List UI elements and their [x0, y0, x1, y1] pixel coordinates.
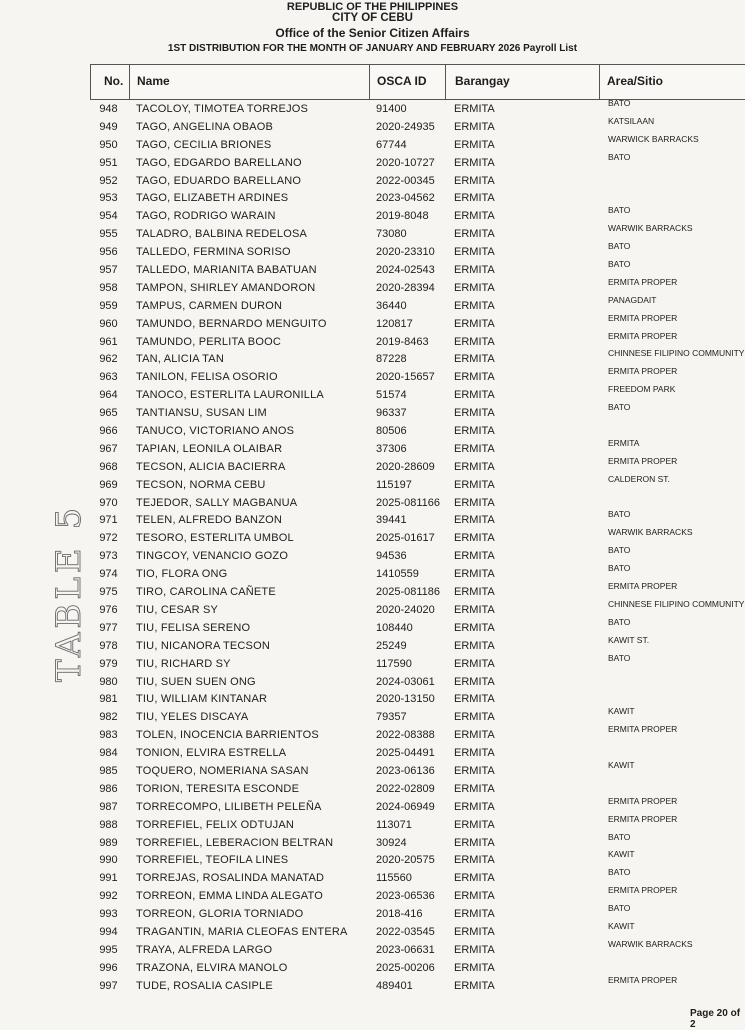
row-name: TAGO, EDUARDO BARELLANO: [136, 174, 302, 187]
row-number: 978: [99, 639, 118, 652]
row-barangay: ERMITA: [454, 192, 495, 205]
row-barangay: ERMITA: [454, 174, 495, 187]
republic-heading: REPUBLIC OF THE PHILIPPINES: [286, 1, 459, 13]
row-barangay: ERMITA: [454, 138, 495, 151]
row-number: 989: [99, 836, 118, 849]
row-name: TORREFIEL, TEOFILA LINES: [136, 854, 289, 867]
row-area: BATO: [608, 903, 631, 914]
row-osca-id: 115197: [376, 478, 412, 491]
row-name: TORREFIEL, FELIX ODTUJAN: [136, 818, 295, 831]
row-osca-id: 67744: [376, 138, 407, 151]
table-row: [90, 386, 745, 404]
table-row: [90, 652, 745, 673]
row-number: 994: [99, 925, 118, 938]
table-row: [90, 690, 745, 708]
row-area: WARWIK BARRACKS: [608, 938, 693, 949]
row-name: TIRO, CAROLINA CAÑETE: [136, 586, 276, 599]
row-osca-id: 2018-416: [376, 908, 423, 921]
row-osca-id: 80506: [376, 425, 407, 438]
row-name: TIU, SUEN SUEN ONG: [136, 675, 256, 688]
row-number: 985: [99, 764, 118, 777]
row-name: TRAGANTIN, MARIA CLEOFAS ENTERA: [136, 925, 348, 938]
row-name: TAGO, RODRIGO WARAIN: [136, 210, 276, 223]
row-area: BATO: [608, 205, 631, 216]
row-number: 955: [99, 228, 118, 241]
row-area: ERMITA: [608, 437, 640, 448]
row-osca-id: 2025-081186: [376, 586, 441, 599]
row-area: BATO: [608, 259, 631, 270]
row-number: 991: [99, 872, 118, 885]
row-number: 951: [99, 156, 118, 169]
table-header: [90, 64, 745, 100]
row-name: TAN, ALICIA TAN: [136, 353, 224, 366]
row-osca-id: 2023-04562: [376, 192, 435, 205]
row-osca-id: 2022-02809: [376, 782, 435, 795]
row-name: TIU, FELISA SERENO: [136, 621, 251, 634]
row-number: 995: [99, 943, 118, 956]
row-osca-id: 36440: [376, 299, 407, 312]
row-area: ERMITA PROPER: [608, 885, 678, 896]
table-row: [90, 225, 745, 243]
row-name: TEJEDOR, SALLY MAGBANUA: [136, 496, 298, 509]
row-number: 958: [99, 281, 118, 294]
row-osca-id: 2020-20575: [376, 854, 435, 867]
row-number: 970: [99, 496, 118, 509]
row-number: 956: [99, 246, 118, 259]
row-name: TORREJAS, ROSALINDA MANATAD: [136, 872, 325, 885]
row-osca-id: 2020-15657: [376, 371, 435, 384]
row-area: BATO: [608, 151, 631, 162]
col-no-header: No.: [104, 74, 124, 88]
row-number: 961: [99, 335, 118, 348]
row-barangay: ERMITA: [454, 657, 495, 670]
page-number: Page 20 of 2: [690, 1008, 741, 1030]
row-area: BATO: [608, 831, 631, 842]
row-barangay: ERMITA: [454, 460, 495, 473]
col-barangay-header: Barangay: [455, 74, 510, 88]
row-number: 981: [99, 693, 118, 706]
row-area: PANAGDAIT: [608, 294, 657, 305]
table-row: [90, 243, 745, 261]
table-row: [90, 151, 745, 172]
row-number: 965: [99, 407, 118, 420]
col-divider: [599, 65, 600, 99]
row-name: TRAZONA, ELVIRA MANOLO: [136, 961, 288, 974]
row-number: 949: [99, 120, 118, 133]
row-barangay: ERMITA: [454, 764, 495, 777]
row-number: 972: [99, 532, 118, 545]
row-osca-id: 30924: [376, 836, 407, 849]
row-area: WARWIK BARRACKS: [608, 527, 693, 538]
row-area: BATO: [608, 98, 631, 108]
row-area: KAWIT ST.: [608, 634, 650, 645]
table-row: [90, 422, 745, 440]
row-osca-id: 2025-04491: [376, 747, 435, 760]
row-name: TAMUNDO, BERNARDO MENGUITO: [136, 317, 327, 330]
row-name: TOQUERO, NOMERIANA SASAN: [136, 764, 309, 777]
col-divider: [369, 65, 370, 99]
row-number: 976: [99, 603, 118, 616]
row-number: 962: [99, 353, 118, 366]
row-number: 971: [99, 514, 118, 527]
handwritten-table-label: TABLE 5: [49, 503, 89, 682]
table-row: [90, 529, 745, 547]
row-name: TELEN, ALFREDO BANZON: [136, 514, 283, 527]
payroll-title: 1ST DISTRIBUTION FOR THE MONTH OF JANUARY AND FEBRUARY 2026 Payroll List: [167, 43, 578, 54]
row-osca-id: 2020-10727: [376, 156, 435, 169]
row-area: ERMITA PROPER: [608, 724, 678, 735]
table-row: [90, 831, 745, 852]
row-name: TALLEDO, MARIANITA BABATUAN: [136, 264, 317, 277]
row-number: 973: [99, 550, 118, 563]
row-barangay: ERMITA: [454, 639, 495, 652]
row-area: BATO: [608, 867, 631, 878]
row-area: CHINNESE FILIPINO COMMUNITY: [608, 348, 745, 359]
city-heading: CITY OF CEBU: [332, 12, 413, 24]
row-number: 960: [99, 317, 118, 330]
row-name: TORREON, GLORIA TORNIADO: [136, 908, 304, 921]
table-row: [90, 744, 745, 762]
row-osca-id: 2022-08388: [376, 729, 435, 742]
row-barangay: ERMITA: [454, 514, 495, 527]
row-barangay: ERMITA: [454, 568, 495, 581]
handwritten-annotation: [18, 500, 98, 690]
row-number: 952: [99, 174, 118, 187]
row-osca-id: 87228: [376, 353, 407, 366]
row-osca-id: 2024-06949: [376, 800, 435, 813]
row-number: 966: [99, 425, 118, 438]
row-area: BATO: [608, 402, 631, 413]
row-barangay: ERMITA: [454, 335, 495, 348]
row-number: 948: [99, 103, 118, 115]
row-barangay: ERMITA: [454, 603, 495, 616]
row-number: 990: [99, 854, 118, 867]
row-name: TESORO, ESTERLITA UMBOL: [136, 532, 294, 545]
row-barangay: ERMITA: [454, 872, 495, 885]
row-osca-id: 2020-28394: [376, 281, 435, 294]
row-number: 950: [99, 138, 118, 151]
row-name: TALADRO, BALBINA REDELOSA: [136, 228, 308, 241]
col-divider: [445, 65, 446, 99]
row-area: ERMITA PROPER: [608, 813, 678, 824]
row-name: TAGO, ELIZABETH ARDINES: [136, 192, 289, 205]
row-name: TIU, YELES DISCAYA: [136, 711, 249, 724]
row-number: 963: [99, 371, 118, 384]
row-barangay: ERMITA: [454, 442, 495, 455]
row-barangay: ERMITA: [454, 246, 495, 259]
row-osca-id: 73080: [376, 228, 407, 241]
row-area: ERMITA PROPER: [608, 795, 678, 806]
row-barangay: ERMITA: [454, 371, 495, 384]
row-barangay: ERMITA: [454, 943, 495, 956]
row-number: 984: [99, 747, 118, 760]
row-number: 953: [99, 192, 118, 205]
row-osca-id: 2023-06631: [376, 943, 435, 956]
row-area: BATO: [608, 652, 631, 663]
row-barangay: ERMITA: [454, 389, 495, 402]
row-osca-id: 96337: [376, 407, 407, 420]
row-area: BATO: [608, 545, 631, 556]
row-name: TORREFIEL, LEBERACION BELTRAN: [136, 836, 334, 849]
table-row: [90, 634, 745, 655]
row-name: TINGCOY, VENANCIO GOZO: [136, 550, 289, 563]
payroll-table: [90, 64, 745, 995]
row-barangay: ERMITA: [454, 729, 495, 742]
row-barangay: ERMITA: [454, 550, 495, 563]
table-row: [90, 189, 745, 207]
row-barangay: ERMITA: [454, 961, 495, 974]
row-barangay: ERMITA: [454, 836, 495, 849]
row-number: 996: [99, 961, 118, 974]
row-name: TAMUNDO, PERLITA BOOC: [136, 335, 281, 348]
row-barangay: ERMITA: [454, 621, 495, 634]
row-area: ERMITA PROPER: [608, 330, 678, 341]
row-area: ERMITA PROPER: [608, 366, 678, 377]
row-name: TIU, WILLIAM KINTANAR: [136, 693, 268, 706]
row-area: KATSILAAN: [608, 115, 655, 126]
row-number: 992: [99, 890, 118, 903]
row-number: 975: [99, 586, 118, 599]
row-name: TIO, FLORA ONG: [136, 568, 228, 581]
row-number: 982: [99, 711, 118, 724]
row-number: 954: [99, 210, 118, 223]
row-number: 974: [99, 568, 118, 581]
row-number: 983: [99, 729, 118, 742]
row-osca-id: 91400: [376, 103, 407, 115]
row-osca-id: 2019-8048: [376, 210, 429, 223]
row-osca-id: 37306: [376, 442, 407, 455]
row-barangay: ERMITA: [454, 407, 495, 420]
row-area: KAWIT: [608, 920, 635, 931]
row-number: 957: [99, 264, 118, 277]
row-barangay: ERMITA: [454, 210, 495, 223]
row-barangay: ERMITA: [454, 782, 495, 795]
row-barangay: ERMITA: [454, 156, 495, 169]
table-row: [90, 494, 745, 512]
row-area: ERMITA PROPER: [608, 581, 678, 592]
row-number: 979: [99, 657, 118, 670]
row-area: KAWIT: [608, 849, 635, 860]
row-osca-id: 2025-081166: [376, 496, 441, 509]
row-name: TONION, ELVIRA ESTRELLA: [136, 747, 287, 760]
row-barangay: ERMITA: [454, 264, 495, 277]
row-area: FREEDOM PARK: [608, 384, 676, 395]
row-barangay: ERMITA: [454, 353, 495, 366]
row-name: TORREON, EMMA LINDA ALEGATO: [136, 890, 323, 903]
table-row: [90, 759, 745, 780]
table-row: [90, 938, 745, 959]
row-name: TORRECOMPO, LILIBETH PELEÑA: [136, 800, 322, 813]
row-osca-id: 2020-13150: [376, 693, 435, 706]
table-row: [90, 851, 745, 869]
row-barangay: ERMITA: [454, 532, 495, 545]
row-osca-id: 1410559: [376, 568, 419, 581]
row-barangay: ERMITA: [454, 120, 495, 133]
row-osca-id: 25249: [376, 639, 407, 652]
row-area: ERMITA PROPER: [608, 455, 678, 466]
row-area: ERMITA PROPER: [608, 312, 678, 323]
row-name: TIU, NICANORA TECSON: [136, 639, 270, 652]
row-number: 968: [99, 460, 118, 473]
row-barangay: ERMITA: [454, 711, 495, 724]
row-area: BATO: [608, 241, 631, 252]
row-barangay: ERMITA: [454, 854, 495, 867]
table-body: [90, 100, 745, 995]
table-row: [90, 726, 745, 744]
row-barangay: ERMITA: [454, 586, 495, 599]
row-barangay: ERMITA: [454, 675, 495, 688]
row-name: TOLEN, INOCENCIA BARRIENTOS: [136, 729, 319, 742]
row-barangay: ERMITA: [454, 103, 495, 115]
row-osca-id: 2019-8463: [376, 335, 429, 348]
row-number: 977: [99, 621, 118, 634]
row-number: 987: [99, 800, 118, 813]
row-barangay: ERMITA: [454, 979, 495, 992]
table-row: [90, 473, 745, 494]
row-name: TECSON, NORMA CEBU: [136, 478, 266, 491]
row-osca-id: 2025-01617: [376, 532, 435, 545]
col-area-header: Area/Sitio: [607, 74, 664, 88]
row-area: ERMITA PROPER: [608, 974, 678, 985]
table-row: [90, 172, 745, 190]
row-osca-id: 39441: [376, 514, 407, 527]
row-name: TALLEDO, FERMINA SORISO: [136, 246, 291, 259]
row-osca-id: 2022-03545: [376, 925, 435, 938]
row-area: BATO: [608, 509, 631, 520]
row-osca-id: 79357: [376, 711, 407, 724]
row-name: TRAYA, ALFREDA LARGO: [136, 943, 273, 956]
row-name: TACOLOY, TIMOTEA TORREJOS: [136, 103, 309, 115]
row-osca-id: 51574: [376, 389, 407, 402]
row-osca-id: 117590: [376, 657, 412, 670]
row-osca-id: 2023-06136: [376, 764, 435, 777]
row-number: 969: [99, 478, 118, 491]
row-name: TANILON, FELISA OSORIO: [136, 371, 278, 384]
row-osca-id: 115560: [376, 872, 412, 885]
table-row: [90, 673, 745, 691]
row-osca-id: 108440: [376, 621, 413, 634]
row-osca-id: 113071: [376, 818, 412, 831]
row-name: TECSON, ALICIA BACIERRA: [136, 460, 286, 473]
row-name: TORION, TERESITA ESCONDE: [136, 782, 300, 795]
row-osca-id: 120817: [376, 317, 413, 330]
row-number: 997: [99, 979, 118, 992]
table-row: [90, 974, 745, 995]
row-barangay: ERMITA: [454, 693, 495, 706]
row-osca-id: 2020-24935: [376, 120, 435, 133]
row-number: 986: [99, 782, 118, 795]
row-osca-id: 2023-06536: [376, 890, 435, 903]
row-barangay: ERMITA: [454, 425, 495, 438]
row-area: CALDERON ST.: [608, 473, 670, 484]
row-barangay: ERMITA: [454, 317, 495, 330]
row-name: TANUCO, VICTORIANO ANOS: [136, 425, 295, 438]
row-number: 959: [99, 299, 118, 312]
row-osca-id: 2022-00345: [376, 174, 435, 187]
row-osca-id: 2020-28609: [376, 460, 435, 473]
row-barangay: ERMITA: [454, 818, 495, 831]
table-row: [90, 547, 745, 565]
row-name: TUDE, ROSALIA CASIPLE: [136, 979, 273, 992]
row-number: 980: [99, 675, 118, 688]
col-osca-header: OSCA ID: [377, 74, 427, 88]
row-area: WARWIK BARRACKS: [608, 223, 693, 234]
office-heading: Office of the Senior Citizen Affairs: [275, 26, 470, 40]
row-name: TAGO, ANGELINA OBAOB: [136, 120, 274, 133]
row-barangay: ERMITA: [454, 747, 495, 760]
row-area: WARWICK BARRACKS: [608, 133, 699, 144]
row-osca-id: 2025-00206: [376, 961, 435, 974]
table-row: [90, 404, 745, 422]
table-row: [90, 905, 745, 923]
row-name: TAMPON, SHIRLEY AMANDORON: [136, 281, 316, 294]
row-name: TIU, RICHARD SY: [136, 657, 231, 670]
row-barangay: ERMITA: [454, 908, 495, 921]
row-name: TIU, CESAR SY: [136, 603, 219, 616]
row-name: TAGO, EDGARDO BARELLANO: [136, 156, 302, 169]
row-osca-id: 2024-02543: [376, 264, 435, 277]
row-area: KAWIT: [608, 706, 635, 717]
row-name: TANTIANSU, SUSAN LIM: [136, 407, 267, 420]
table-row: [90, 598, 745, 619]
row-osca-id: 2020-24020: [376, 603, 435, 616]
col-name-header: Name: [137, 74, 170, 88]
row-barangay: ERMITA: [454, 496, 495, 509]
row-area: ERMITA PROPER: [608, 276, 678, 287]
row-barangay: ERMITA: [454, 925, 495, 938]
table-row: [90, 133, 745, 154]
row-osca-id: 2024-03061: [376, 675, 435, 688]
row-osca-id: 2020-23310: [376, 246, 435, 259]
row-osca-id: 94536: [376, 550, 407, 563]
row-barangay: ERMITA: [454, 281, 495, 294]
row-area: BATO: [608, 563, 631, 574]
row-name: TAMPUS, CARMEN DURON: [136, 299, 283, 312]
row-name: TAGO, CECILIA BRIONES: [136, 138, 272, 151]
row-name: TANOCO, ESTERLITA LAURONILLA: [136, 389, 324, 402]
row-number: 988: [99, 818, 118, 831]
row-number: 967: [99, 442, 118, 455]
row-barangay: ERMITA: [454, 228, 495, 241]
table-row: [90, 813, 745, 834]
row-number: 964: [99, 389, 118, 402]
row-name: TAPIAN, LEONILA OLAIBAR: [136, 442, 283, 455]
row-osca-id: 489401: [376, 979, 413, 992]
row-area: KAWIT: [608, 759, 635, 770]
row-barangay: ERMITA: [454, 890, 495, 903]
row-barangay: ERMITA: [454, 478, 495, 491]
row-area: CHINNESE FILIPINO COMMUNITY: [608, 598, 745, 609]
table-row: [90, 887, 745, 905]
row-area: BATO: [608, 616, 631, 627]
col-divider: [129, 65, 130, 99]
row-barangay: ERMITA: [454, 299, 495, 312]
row-barangay: ERMITA: [454, 800, 495, 813]
row-number: 993: [99, 908, 118, 921]
